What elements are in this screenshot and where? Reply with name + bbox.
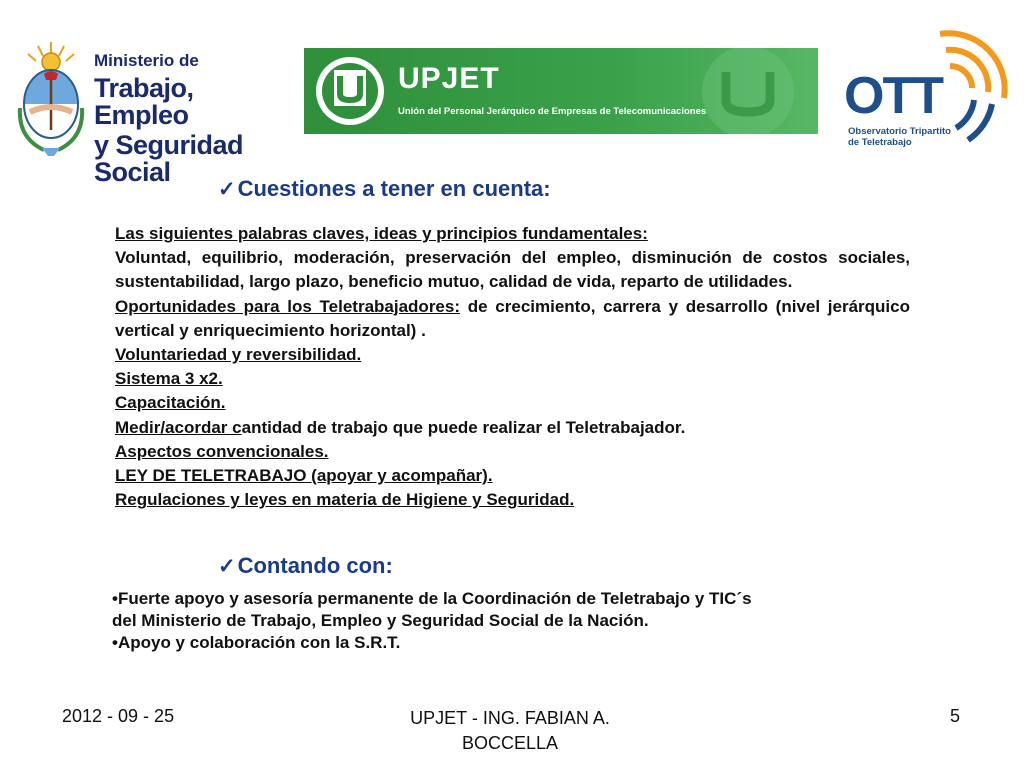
- list-item: Capacitación.: [115, 393, 226, 413]
- upjet-watermark-icon: [668, 48, 808, 134]
- list-item: Voluntariedad y reversibilidad.: [115, 345, 362, 365]
- list-item: Sistema 3 x2.: [115, 369, 223, 389]
- keywords-paragraph: Voluntad, equilibrio, moderación, preservación del empleo, disminución de costos sociales, sustentabilidad, largo plazo, beneficio mutuo, calidad de vida, reparto de utilidades.: [115, 248, 910, 292]
- upjet-logo: [304, 48, 818, 134]
- footer-date: 2012 - 09 - 25: [62, 706, 175, 726]
- opportunities-paragraph: [115, 295, 910, 343]
- ott-subtitle-line2: de Teletrabajo: [848, 137, 912, 148]
- medir-label: Medir/acordar c: [115, 417, 242, 437]
- key-points-block: [115, 222, 910, 512]
- ministerio-line1: Ministerio de: [94, 51, 199, 70]
- bullet-item: •Apoyo y colaboración con la S.R.T.: [112, 633, 401, 652]
- ott-subtitle-line1: Observatorio Tripartito: [848, 126, 951, 137]
- footer-author-line2: BOCCELLA: [461, 733, 559, 753]
- list-item: LEY DE TELETRABAJO (apoyar y acompañar).: [115, 466, 493, 486]
- intro-line: Las siguientes palabras claves, ideas y principios fundamentales:: [115, 224, 648, 243]
- page-number: 5: [950, 706, 961, 726]
- medir-item: [115, 416, 910, 440]
- heading-text: Cuestiones a tener en cuenta:: [237, 176, 551, 201]
- section-heading-contando: [218, 553, 393, 579]
- ott-subtitle: [848, 126, 951, 148]
- ministerio-line3: y Seguridad Social: [94, 130, 244, 187]
- ministerio-name: [94, 52, 289, 186]
- upjet-title: UPJET: [398, 62, 500, 95]
- list-item: Aspectos convencionales.: [115, 441, 329, 461]
- ministerio-logo: [14, 38, 289, 187]
- argentina-coat-of-arms-icon: [14, 38, 88, 160]
- ministerio-line2: Trabajo, Empleo: [94, 73, 194, 130]
- list-item: Regulaciones y leyes en materia de Higiene y Seguridad.: [115, 490, 575, 510]
- footer-author: [380, 706, 640, 756]
- heading-text: Contando con:: [237, 553, 393, 578]
- bullet-item-continuation: del Ministerio de Trabajo, Empleo y Seguridad Social de la Nación.: [112, 611, 649, 630]
- opportunities-label: Oportunidades para los Teletrabajadores:: [115, 296, 461, 316]
- section-heading-cuestiones: [218, 176, 551, 202]
- ott-title: OTT: [844, 67, 942, 125]
- ott-logo: [840, 28, 1010, 150]
- opportunities-text: de crecimiento, carrera y desarrollo (nivel jerárquico vertical y enriquecimiento horizontal) .: [115, 296, 910, 340]
- footer-author-line1: UPJET - ING. FABIAN A.: [410, 708, 610, 728]
- upjet-emblem-icon: [310, 48, 390, 134]
- bullet-item: •Fuerte apoyo y asesoría permanente de la Coordinación de Teletrabajo y TIC´s: [112, 589, 752, 608]
- checkmark-icon: ✓: [218, 178, 236, 201]
- medir-text: antidad de trabajo que puede realizar el Teletrabajador.: [241, 417, 686, 437]
- upjet-subtitle: Unión del Personal Jerárquico de Empresas de Telecomunicaciones: [398, 106, 707, 117]
- support-list: [112, 588, 902, 654]
- checkmark-icon: ✓: [218, 555, 236, 578]
